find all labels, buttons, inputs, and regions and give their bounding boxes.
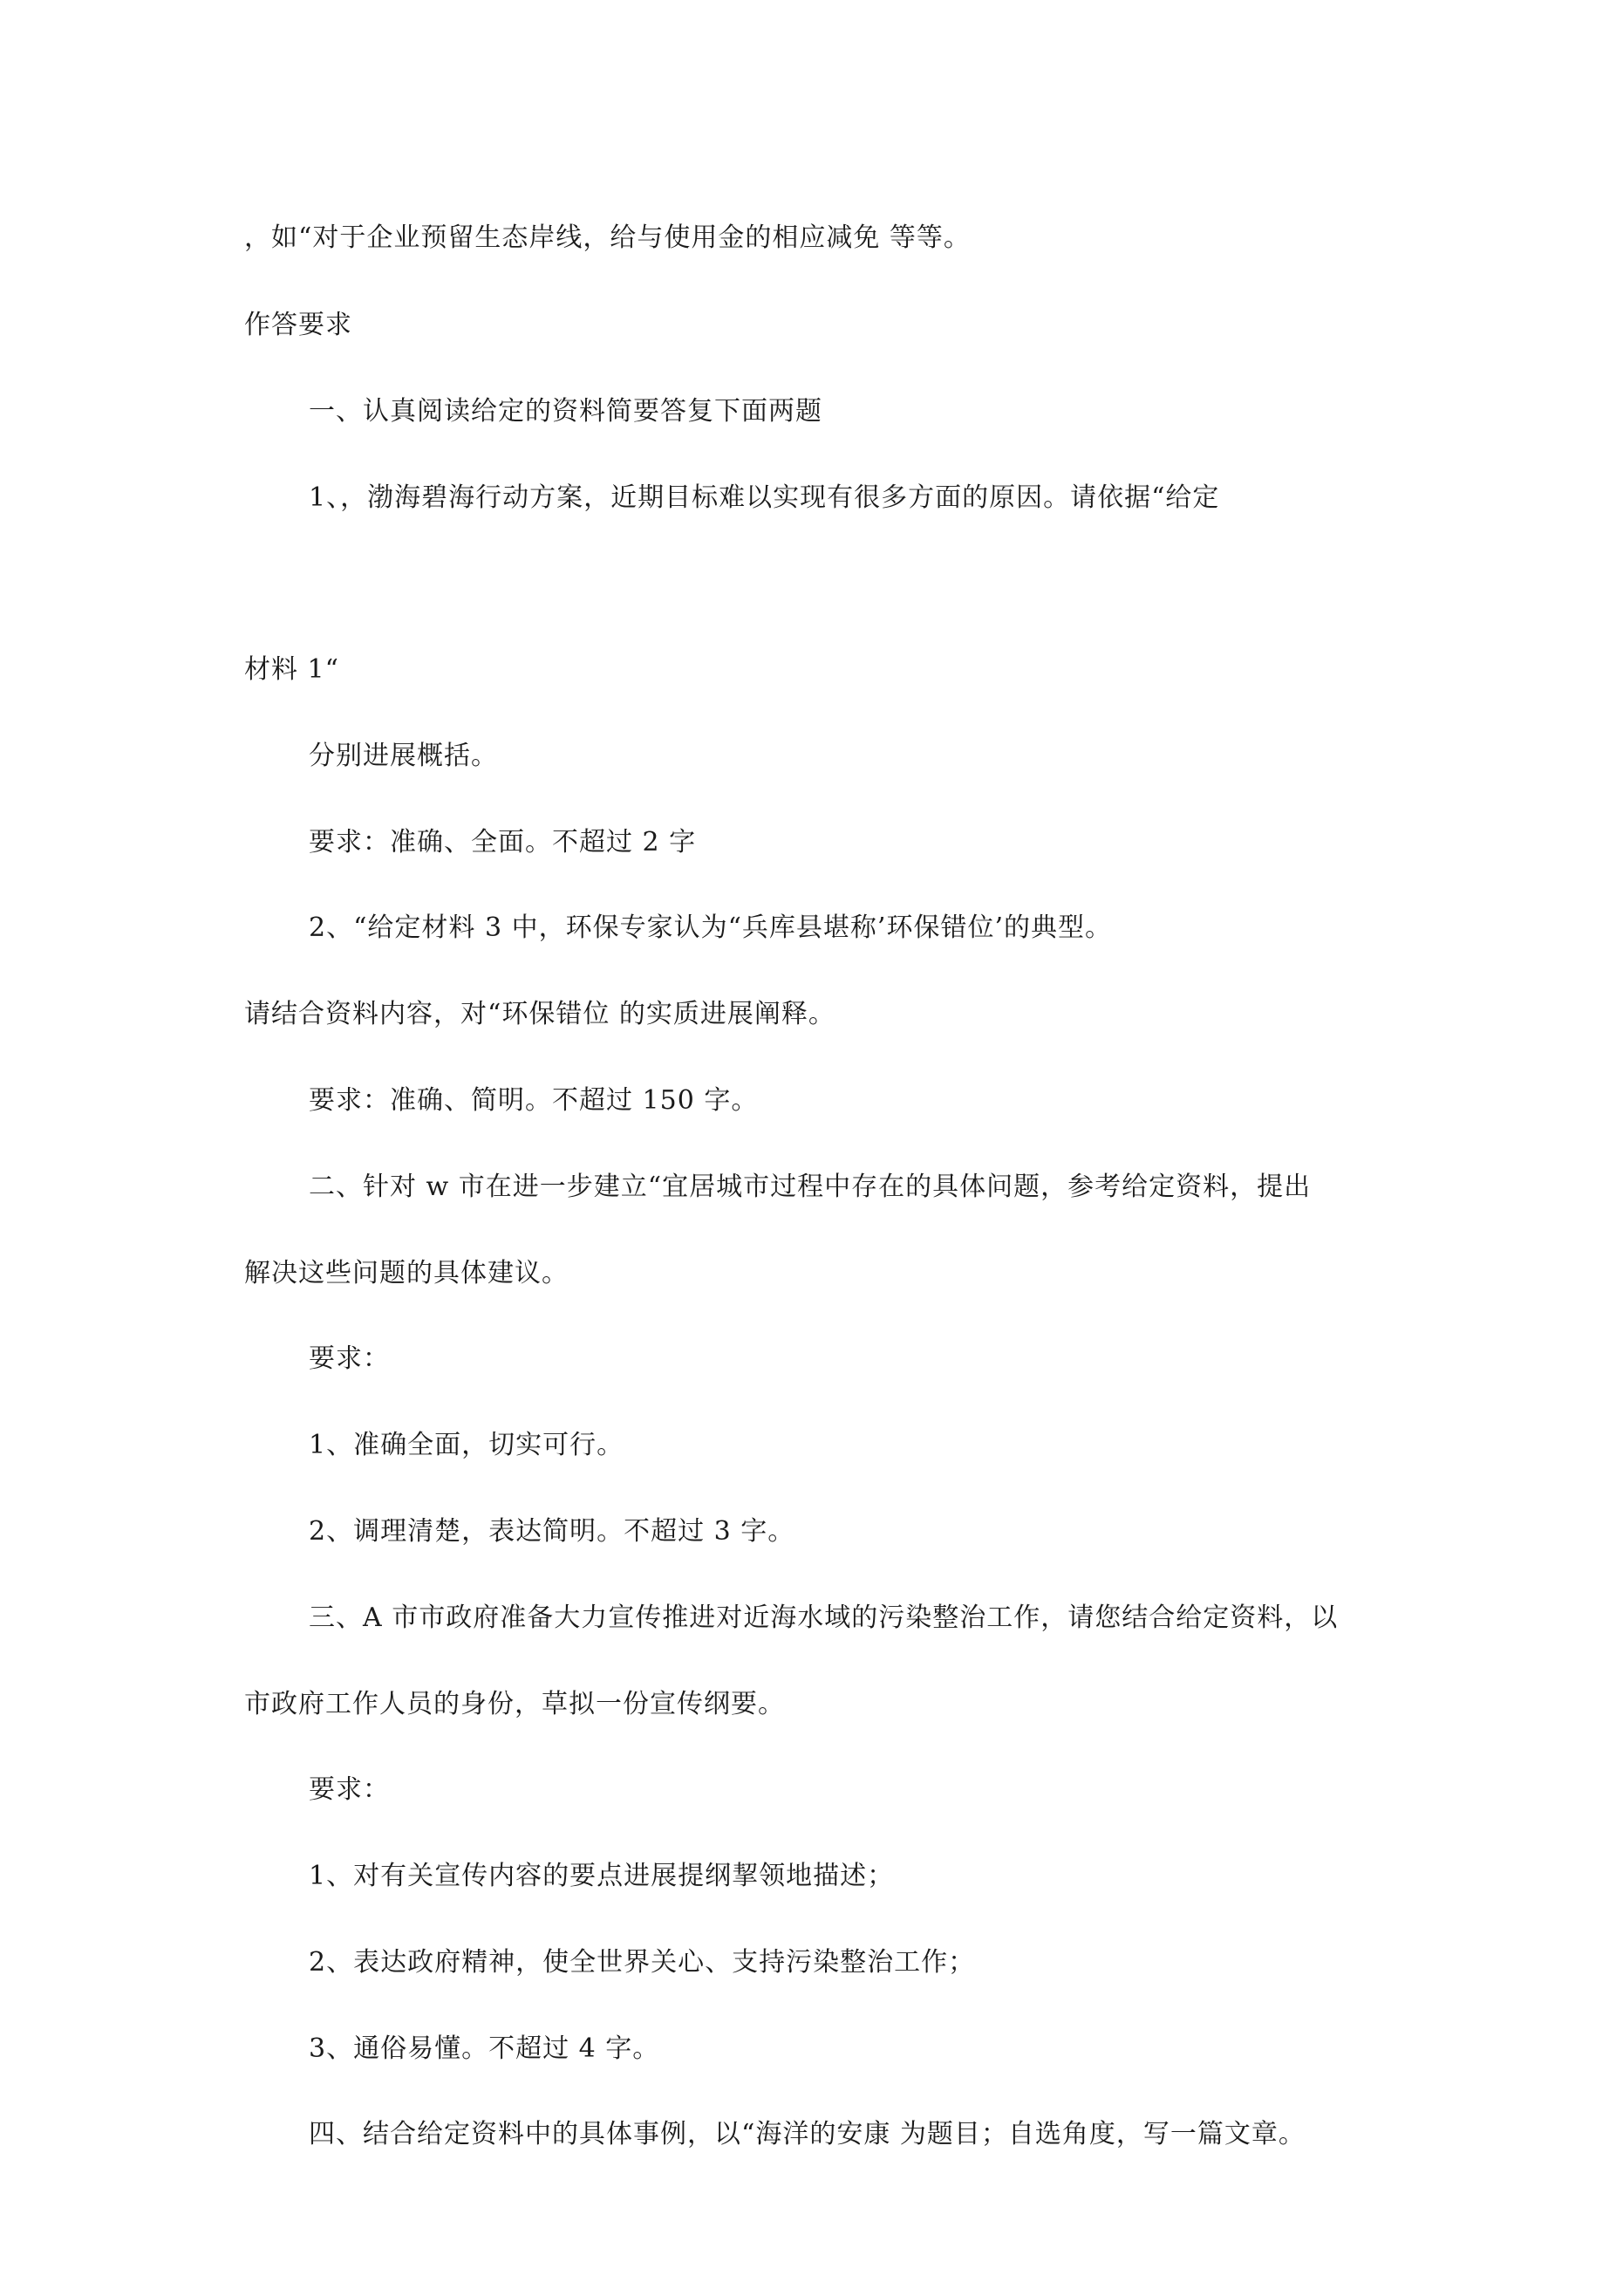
requirement-line: 要求：: [309, 1774, 390, 1805]
section-heading: 作答要求: [244, 310, 352, 340]
requirement-line: 要求：准确、简明。不超过 150 字。: [309, 1085, 759, 1116]
text-line: 解决这些问题的具体建议。: [244, 1258, 569, 1288]
list-item: 2、表达政府精神，使全世界关心、支持污染整治工作；: [309, 1947, 976, 1978]
list-item: 2、调理清楚，表达简明。不超过 3 字。: [309, 1516, 795, 1547]
requirement-line: 要求：准确、全面。不超过 2 字: [309, 827, 697, 858]
requirement-line: 要求：: [309, 1343, 390, 1374]
text-line: 1、，渤海碧海行动方案，近期目标难以实现有很多方面的原因。请依据“给定: [309, 482, 1220, 513]
question-heading: 二、针对 w 市在进一步建立“宜居城市过程中存在的具体问题，参考给定资料，提出: [309, 1172, 1312, 1202]
question-heading: 一、认真阅读给定的资料简要答复下面两题: [309, 396, 822, 427]
text-line: 市政府工作人员的身份，草拟一份宣传纲要。: [244, 1689, 785, 1719]
list-item: 1、对有关宣传内容的要点进展提纲挈领地描述；: [309, 1861, 895, 1891]
question-heading: 四、结合给定资料中的具体事例，以“海洋的安康 为题目；自选角度，写一篇文章。: [309, 2119, 1306, 2149]
text-line: 2、“给定材料 3 中，环保专家认为“兵库县堪称’环保错位’的典型。: [309, 912, 1112, 943]
list-item: 1、准确全面，切实可行。: [309, 1430, 624, 1460]
question-heading: 三、A 市市政府准备大力宣传推进对近海水域的污染整治工作，请您结合给定资料，以: [309, 1602, 1339, 1633]
text-line: ，如“对于企业预留生态岸线，给与使用金的相应减免 等等。: [244, 222, 971, 253]
text-line: 材料 1“: [244, 654, 339, 685]
text-line: 请结合资料内容，对“环保错位 的实质进展阐释。: [244, 999, 835, 1029]
text-line: 分别进展概括。: [309, 741, 498, 771]
list-item: 3、通俗易懂。不超过 4 字。: [309, 2033, 660, 2064]
